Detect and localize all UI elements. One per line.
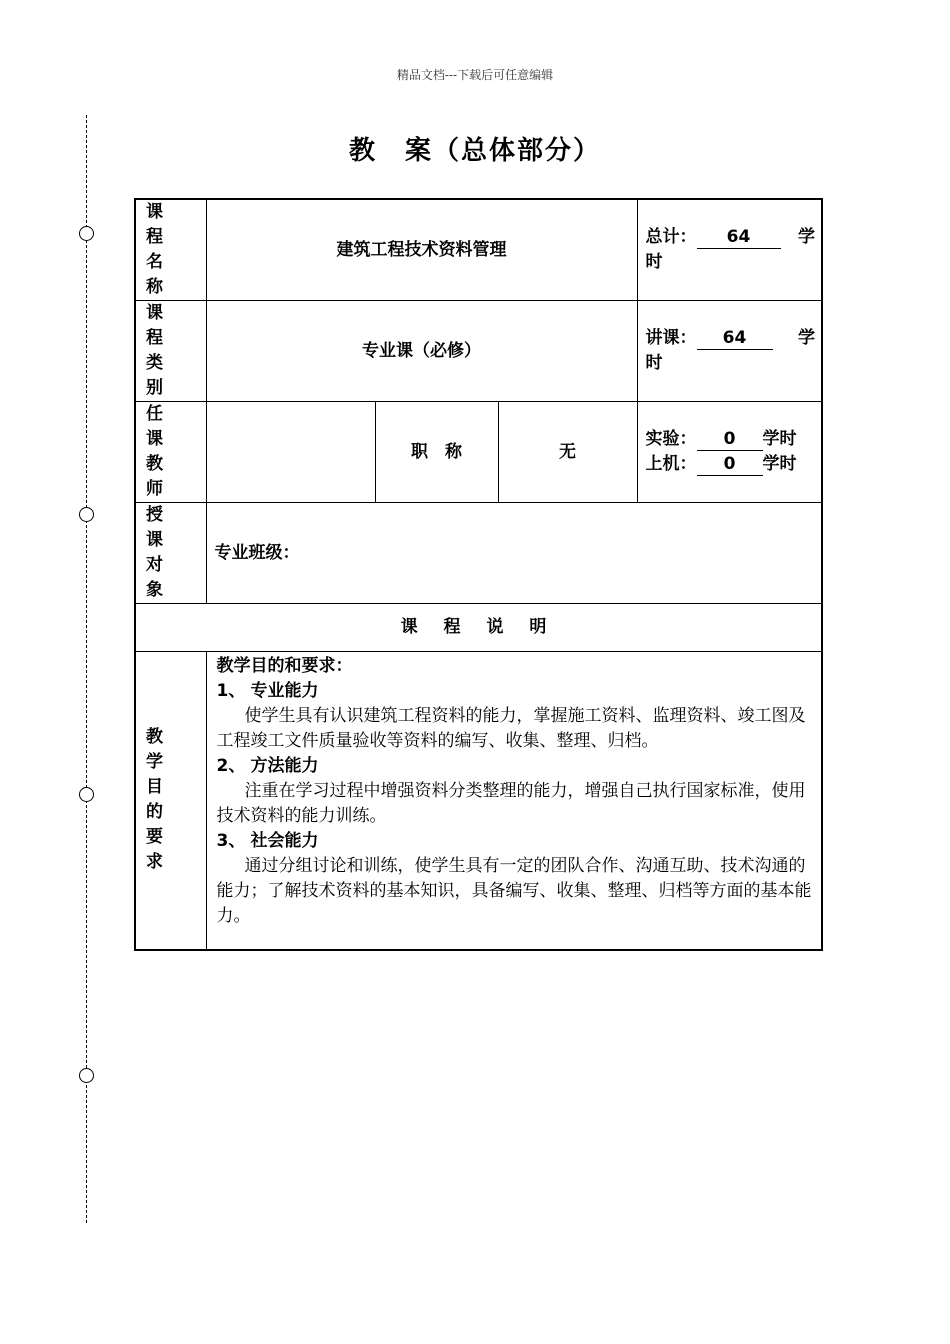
requirements-heading: 教学目的和要求： xyxy=(216,656,353,676)
course-type-label xyxy=(135,301,206,402)
row-requirements xyxy=(135,652,822,950)
lecture-hours-cell xyxy=(637,301,822,402)
req-item-title xyxy=(217,754,814,779)
req-item-title-text: 专业能力 xyxy=(250,681,319,701)
requirements-content xyxy=(206,652,822,950)
lab-computer-hours-cell xyxy=(637,402,822,503)
total-hours-cell xyxy=(637,199,822,301)
document-title: 教 案（总体部分） xyxy=(348,136,601,166)
computer-hours-label: 上机： xyxy=(645,454,697,474)
lesson-plan-table xyxy=(134,198,823,951)
row-teacher xyxy=(135,402,822,503)
label-line: 对 象 xyxy=(146,555,171,600)
row-course-type xyxy=(135,301,822,402)
label-line: 课 程 xyxy=(146,202,171,247)
lecture-hours-unit-2: 时 xyxy=(645,353,663,373)
label-line: 类 别 xyxy=(146,353,171,398)
req-item-title-text: 社会能力 xyxy=(250,831,319,851)
section-title: 课 程 说 明 xyxy=(135,604,822,652)
course-type-value: 专业课（必修） xyxy=(206,301,637,402)
binding-dashed-line xyxy=(86,115,87,1223)
label-line: 教 学 xyxy=(146,727,171,773)
lab-hours-unit: 学时 xyxy=(762,429,797,449)
header-note: 精品文档---下载后可任意编辑 xyxy=(396,68,554,82)
binding-hole-icon xyxy=(79,1068,94,1083)
req-item-title-text: 方法能力 xyxy=(250,756,319,776)
lecture-hours-unit: 学 xyxy=(798,328,816,348)
req-item-text: 通过分组讨论和训练，使学生具有一定的团队合作、沟通互助、技术沟通的能力；了解技术资料的基本知识，具备编写、收集、整理、归档等方面的基本能力。 xyxy=(216,856,812,926)
computer-hours-value: 0 xyxy=(697,454,763,476)
lecture-hours-line xyxy=(646,326,816,351)
lab-hours-value: 0 xyxy=(697,429,763,451)
req-item-text: 使学生具有认识建筑工程资料的能力，掌握施工资料、监理资料、竣工图及工程竣工文件质量验收等资料的编写、收集、整理、归档。 xyxy=(216,706,806,751)
total-hours-value: 64 xyxy=(697,227,781,249)
lecture-hours-label: 讲课： xyxy=(645,328,697,348)
title-value: 无 xyxy=(498,402,637,503)
teacher-label xyxy=(135,402,206,503)
req-item-number: 1、 xyxy=(216,681,246,701)
title-label: 职 称 xyxy=(375,402,498,503)
audience-label xyxy=(135,503,206,604)
binding-hole-icon xyxy=(79,507,94,522)
row-section-title xyxy=(135,604,822,652)
lecture-hours-value: 64 xyxy=(697,328,773,350)
label-line: 课 程 xyxy=(146,303,171,348)
label-line: 要 求 xyxy=(146,827,171,873)
req-item-number: 3、 xyxy=(216,831,246,851)
label-line: 目 的 xyxy=(146,777,171,823)
total-hours-label: 总计： xyxy=(645,227,697,247)
computer-hours-line xyxy=(646,452,816,477)
requirements-label xyxy=(135,652,206,950)
label-line: 名 称 xyxy=(146,252,171,297)
row-course-name xyxy=(135,199,822,301)
audience-value: 专业班级： xyxy=(206,503,822,604)
req-item-title xyxy=(217,679,814,704)
label-line: 授 课 xyxy=(146,505,171,550)
total-hours-line xyxy=(646,225,816,250)
label-line: 教 师 xyxy=(146,454,171,499)
lab-hours-line xyxy=(646,427,816,452)
row-audience xyxy=(135,503,822,604)
total-hours-unit: 学 xyxy=(798,227,816,247)
binding-hole-icon xyxy=(79,226,94,241)
course-name-label xyxy=(135,199,206,301)
req-item-number: 2、 xyxy=(216,756,246,776)
req-item-text: 注重在学习过程中增强资料分类整理的能力，增强自己执行国家标准，使用技术资料的能力训练。 xyxy=(216,781,806,826)
binding-hole-icon xyxy=(79,787,94,802)
label-line: 任 课 xyxy=(146,404,171,449)
teacher-name-value xyxy=(206,402,375,503)
course-name-value: 建筑工程技术资料管理 xyxy=(206,199,637,301)
lab-hours-label: 实验： xyxy=(645,429,697,449)
req-item-title xyxy=(217,829,814,854)
total-hours-unit-2: 时 xyxy=(645,252,663,272)
computer-hours-unit: 学时 xyxy=(762,454,797,474)
